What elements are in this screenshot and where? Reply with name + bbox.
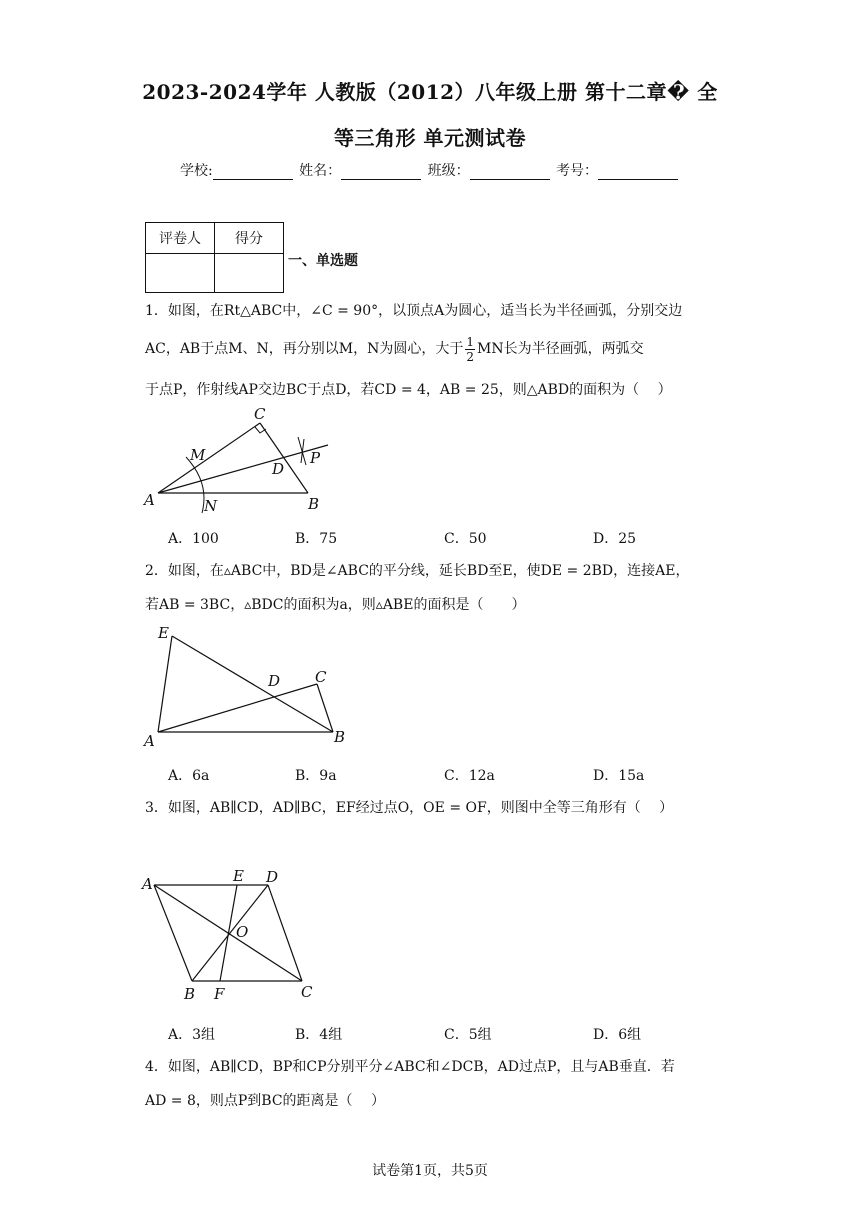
exam-title-line1: 2023-2024学年 人教版（2012）八年级上册 第十二章� 全 [142,80,718,104]
school-blank[interactable] [213,165,293,180]
segment-cb [317,684,333,732]
q1-option-a[interactable]: A．100 [168,531,219,547]
q2-option-b[interactable]: B．9a [295,768,337,784]
question-4-line2: AD = 8，则点P到BC的距离是（ ） [145,1093,386,1109]
exam-number-label: 考号： [556,163,599,179]
question-1-figure [140,405,340,515]
question-1-line2 [145,330,725,368]
label-a: A [144,732,155,750]
label-c: C [254,405,266,423]
label-d: D [266,868,279,886]
segment-ea [158,636,172,732]
label-b: B [308,495,320,513]
fraction-one-half [465,335,475,364]
label-d: D [272,460,285,478]
segment-dc [268,885,302,981]
fraction-denominator: 2 [466,349,475,364]
q2-option-a[interactable]: A．6a [168,768,210,784]
arc-mark-p2 [301,439,304,463]
label-o: O [236,923,249,941]
question-1-line1: 1．如图，在Rt△ABC中，∠C = 90°，以顶点A为圆心，适当长为半径画弧，分别交边 [145,303,683,319]
label-b: B [184,985,196,1003]
class-blank[interactable] [470,165,550,180]
label-n: N [204,497,218,515]
label-e: E [158,624,169,642]
score-cell [215,254,284,293]
grader-cell [146,254,215,293]
label-e: E [233,867,244,885]
exam-number-blank[interactable] [598,165,678,180]
label-a: A [142,875,153,893]
question-3-figure [140,865,330,1005]
class-label: 班级： [427,163,470,179]
question-3-line1: 3．如图，AB∥CD，AD∥BC，EF经过点O，OE = OF，则图中全等三角形有（ ） [145,800,674,816]
label-p: P [310,449,321,467]
q1-option-c[interactable]: C．50 [444,531,487,547]
q3-option-a[interactable]: A．3组 [168,1027,216,1043]
name-blank[interactable] [341,165,421,180]
question-1-line3: 于点P，作射线AP交边BC于点D，若CD = 4，AB = 25，则△ABD的面积为（ ） [145,382,672,398]
label-d: D [268,672,281,690]
segment-ab [154,885,192,981]
right-angle-mark [255,427,266,433]
label-m: M [190,446,206,464]
page-footer: 试卷第1页，共5页 [372,1163,488,1179]
diagonal-bd [192,885,268,981]
arc-mn [186,457,204,513]
q3-option-b[interactable]: B．4组 [295,1027,343,1043]
q1-option-d[interactable]: D．25 [593,531,637,547]
question-2-figure [140,620,355,750]
score-table [145,222,284,293]
exam-title-line2: 等三角形 单元测试卷 [334,126,526,150]
score-header: 得分 [215,223,284,254]
question-2-options [168,765,728,785]
label-f: F [214,985,225,1003]
q3-option-d[interactable]: D．6组 [593,1027,642,1043]
question-3-options [168,1024,728,1044]
question-2-line2: 若AB = 3BC，▵BDC的面积为a，则▵ABE的面积是（ ） [145,597,526,613]
question-2-line1: 2．如图，在▵ABC中，BD是∠ABC的平分线，延长BD至E，使DE = 2BD，连接AE， [145,563,690,579]
question-1-line2-part1: AC，AB于点M、N，再分别以M，N为圆心，大于 [145,341,464,357]
name-label: 姓名： [299,163,342,179]
grader-header: 评卷人 [146,223,215,254]
segment-eb [172,636,333,732]
label-b: B [334,728,346,746]
q2-option-c[interactable]: C．12a [444,768,495,784]
q1-option-b[interactable]: B．75 [295,531,338,547]
question-1-options [168,528,728,548]
label-c: C [301,983,313,1001]
label-c: C [315,668,327,686]
student-info-line [0,160,860,180]
question-1-line2-part2: MN长为半径画弧，两弧交 [477,341,644,357]
segment-ef [220,885,237,981]
q2-option-d[interactable]: D．15a [593,768,645,784]
school-label: 学校: [179,163,213,179]
segment-ac [158,423,260,493]
section-title: 一、单选题 [288,253,358,269]
question-4-line1: 4．如图，AB∥CD，BP和CP分别平分∠ABC和∠DCB，AD过点P，且与AB垂直．若 [145,1059,675,1075]
label-a: A [144,491,155,509]
fraction-numerator: 1 [466,334,475,349]
q3-option-c[interactable]: C．5组 [444,1027,492,1043]
